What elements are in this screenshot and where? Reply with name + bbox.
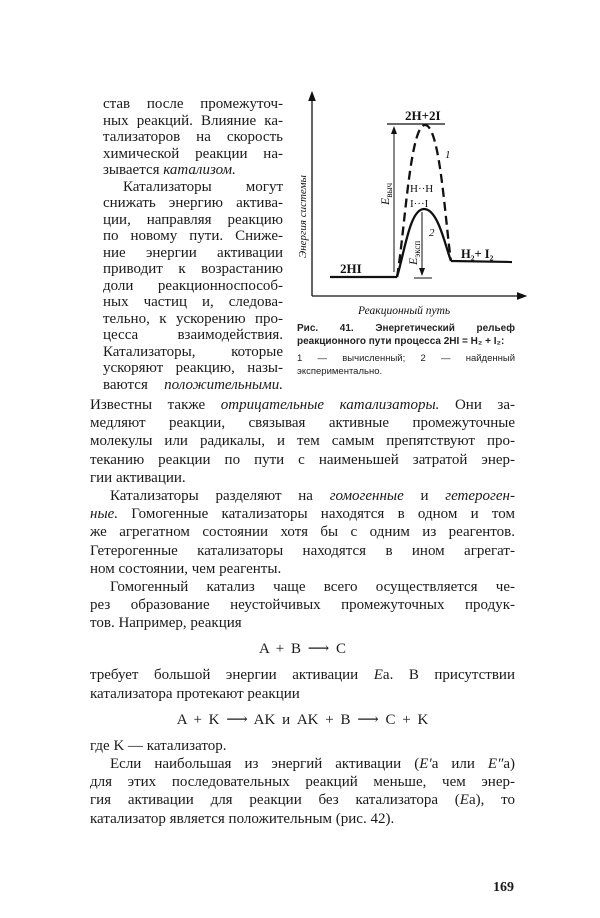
text-segment: а. В присутствии	[382, 667, 515, 684]
text-line	[90, 666, 515, 684]
text-line	[90, 773, 515, 791]
text-line	[103, 278, 283, 295]
text-segment: Известны также	[90, 397, 221, 413]
text-segment: же агрегатном состоянии хотя бы с одним из реагентов.	[90, 524, 515, 541]
main-column-text	[90, 396, 515, 828]
text-segment: приводит к возрастанию	[103, 261, 283, 277]
italic-text: ные.	[90, 506, 119, 523]
text-line	[103, 344, 283, 361]
italic-text: положительными.	[164, 376, 283, 393]
curve-2-label: 2	[429, 227, 435, 239]
italic-text: E	[373, 667, 383, 684]
text-line	[103, 327, 283, 344]
text-line	[90, 791, 515, 809]
text-segment: Если наибольшая из энергий активации (	[110, 756, 420, 772]
text-segment: катализатор является положительным (рис. 42).	[90, 810, 395, 827]
text-line	[103, 294, 283, 311]
text-segment: A + B ⟶ C	[259, 641, 346, 658]
text-segment: для этих последовательных реакций меньше, чем энер-	[90, 774, 515, 791]
text-segment: Гомогенные катализаторы находятся в одном и том	[118, 506, 515, 523]
text-line	[90, 432, 515, 450]
text-line	[90, 523, 515, 541]
text-segment: катализатора протекают реакции	[90, 685, 300, 702]
text-segment: рез образование неустойчивых промежуточных продук-	[90, 597, 515, 614]
text-segment: Гетерогенные катализаторы находятся в ином агрегат-	[90, 542, 515, 559]
energy-diagram	[290, 90, 530, 325]
x-axis-label: Реакционный путь	[358, 305, 451, 317]
caption-legend: 1 — вычисленный; 2 — найденный экспериментально.	[297, 353, 515, 377]
italic-text: E	[459, 792, 469, 809]
text-segment: где K — катализатор.	[90, 737, 227, 754]
italic-text: гетероген-	[445, 487, 515, 504]
text-segment: Катализаторы могут	[123, 178, 283, 195]
text-segment: снижать энергию актива-	[103, 195, 283, 211]
formula-line	[90, 632, 515, 666]
text-line	[90, 578, 515, 596]
figure-caption	[297, 322, 515, 378]
text-segment: Катализаторы разделяют на	[110, 487, 330, 504]
text-segment: теканию реакции по пути с наименьшей затратой энер-	[90, 451, 515, 468]
text-segment: а), то	[468, 792, 515, 809]
text-line	[103, 162, 283, 179]
italic-text: катализом.	[163, 162, 236, 178]
text-segment: а)	[503, 756, 515, 772]
text-segment: молекулы или радикалы, и тем самым препятствуют про-	[90, 433, 515, 450]
product-label: H₂+ I₂	[461, 247, 494, 261]
text-line	[90, 542, 515, 560]
text-line	[90, 755, 515, 773]
text-line	[90, 451, 515, 469]
italic-text: отрицательные катализаторы.	[220, 397, 440, 413]
text-line	[90, 469, 515, 487]
text-line	[90, 396, 515, 414]
text-segment: зывается	[103, 162, 164, 178]
text-line	[103, 377, 283, 394]
text-line	[103, 311, 283, 328]
page-number: 169	[493, 880, 514, 895]
text-line	[90, 505, 515, 523]
text-line	[90, 614, 515, 632]
text-segment: по новому пути. Сниже-	[103, 228, 283, 244]
text-line	[103, 96, 283, 113]
text-line	[103, 129, 283, 146]
complex-top-label: H··H	[410, 183, 434, 195]
text-segment: ном состоянии, чем реагенты.	[90, 560, 282, 577]
italic-text: гомогенные	[329, 487, 404, 504]
text-segment: ции, направляя реакцию	[103, 211, 283, 228]
e-exp-label: $E_{эксп}$	[406, 240, 422, 265]
text-line	[90, 737, 515, 755]
formula-line	[90, 703, 515, 737]
text-line	[90, 487, 515, 505]
text-line	[90, 596, 515, 614]
e-calc-label: $E_{выч}$	[378, 182, 394, 205]
text-line	[90, 414, 515, 432]
y-axis-label: Энергия системы	[297, 175, 309, 258]
text-line	[103, 113, 283, 130]
product-level-line	[451, 261, 512, 262]
text-segment: тов. Например, реакция	[90, 615, 242, 632]
text-line	[103, 179, 283, 196]
left-column-text	[103, 96, 283, 393]
text-segment: цесса взаимодействия.	[103, 327, 283, 343]
text-segment: ваются	[103, 376, 165, 393]
text-line	[90, 810, 515, 828]
energy-diagram-figure	[290, 90, 530, 325]
reactant-label: 2HI	[340, 261, 362, 276]
text-line	[103, 360, 283, 377]
caption-title: Рис. 41. Энергетический рельеф реакционного пути процесса 2HI = H₂ + I₂:	[297, 323, 515, 347]
curve-1-label: 1	[445, 149, 451, 161]
text-line	[103, 195, 283, 212]
complex-bottom-label: I···I	[410, 198, 429, 210]
text-segment: став после промежуточ-	[103, 96, 283, 112]
text-line	[103, 228, 283, 245]
text-segment: химической реакции на-	[103, 145, 283, 162]
text-segment: ных частиц и, следова-	[103, 294, 283, 310]
text-segment: ние энергии активации	[103, 244, 283, 261]
text-segment: доли реакционноспособ-	[103, 277, 283, 294]
text-segment: тельно, к ускорению про-	[103, 310, 283, 327]
text-line	[103, 146, 283, 163]
text-segment: гия активации для реакции без катализатора (	[90, 792, 460, 809]
text-segment: требует большой энергии активации	[90, 667, 374, 684]
italic-text: E″	[487, 756, 504, 772]
text-line	[103, 212, 283, 229]
text-segment: и	[403, 487, 446, 504]
text-segment: ных реакций. Влияние ка-	[103, 112, 283, 129]
text-line	[90, 685, 515, 703]
text-segment: Они за-	[439, 397, 515, 413]
top-state-label: 2H+2I	[405, 108, 441, 123]
text-segment: тализаторов на скорость	[103, 129, 283, 145]
text-segment: ускоряют реакцию, назы-	[103, 360, 283, 376]
text-line	[103, 245, 283, 262]
italic-text: E′	[419, 756, 432, 772]
text-segment: а или	[431, 756, 488, 772]
text-line	[90, 560, 515, 578]
text-line	[103, 261, 283, 278]
text-segment: Катализаторы, которые	[103, 343, 283, 360]
text-segment: A + K ⟶ AK и AK + B ⟶ C + K	[176, 711, 429, 728]
text-segment: Гомогенный катализ чаще всего осуществляется че-	[110, 578, 515, 595]
text-segment: медляют реакции, связывая активные промежуточные	[90, 415, 515, 432]
text-segment: гии активации.	[90, 469, 186, 486]
